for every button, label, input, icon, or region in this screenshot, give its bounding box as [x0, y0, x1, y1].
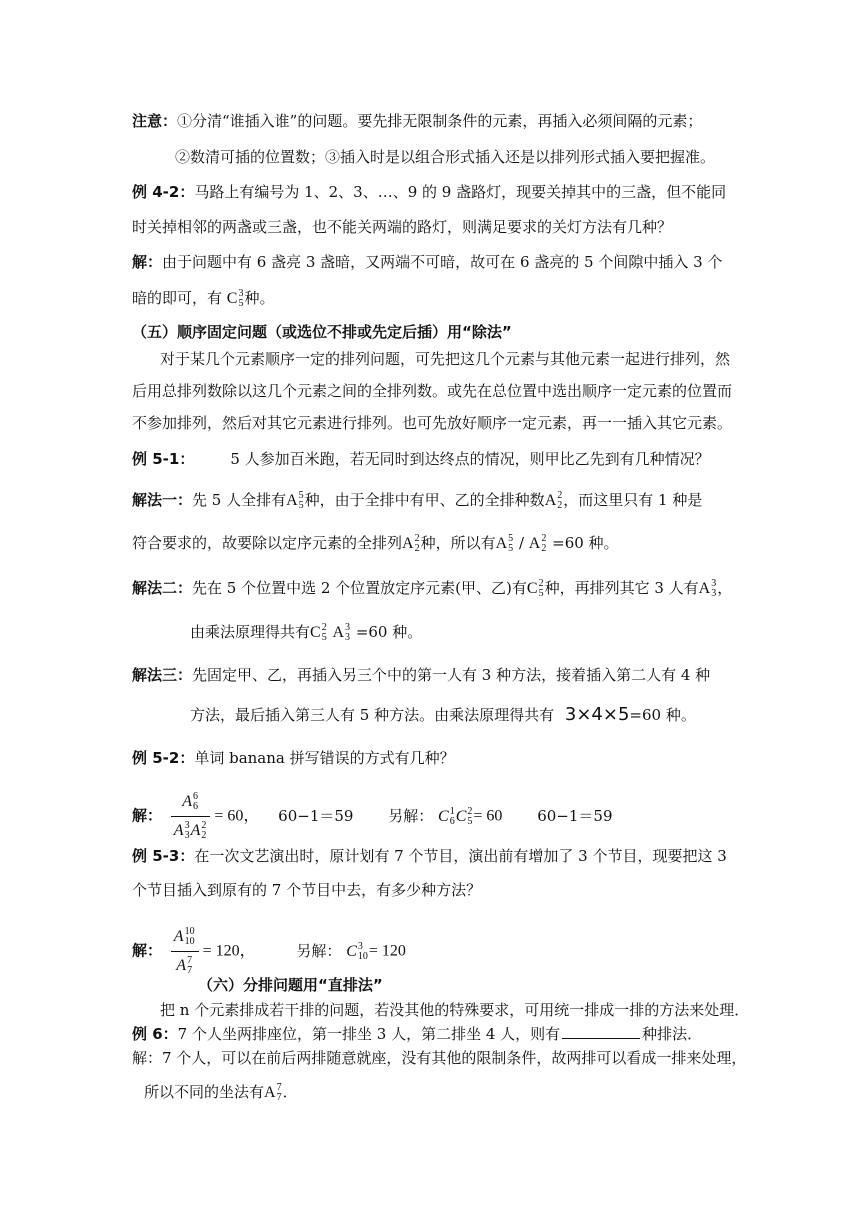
- solution-4-2-line-2: [132, 288, 274, 309]
- method-3-label: 解法三：: [132, 666, 193, 684]
- example-4-2-label: 例 4-2：: [132, 183, 195, 201]
- method-3-text-1: 先固定甲、乙，再插入另三个中的第一人有 3 种方法，接着插入第二人有 4 种: [192, 666, 711, 684]
- solution-6-end: ．: [282, 1083, 298, 1101]
- permutation-a-5-5: A 5 5: [286, 490, 304, 512]
- method-1-text-3: ，而这里只有 1 种是: [563, 491, 703, 509]
- section-6-para: 把 n 个元素排成若干排的问题，若没其他的特殊要求，可用统一排成一排的方法来处理．: [160, 1001, 750, 1019]
- fraction-banana: A 6 6 A 3 3 A 2 2: [171, 790, 211, 843]
- example-5-1-label: 例 5-1：: [132, 450, 195, 468]
- example-4-2-text-1: 马路上有编号为 1、2、3、…、9 的 9 盏路灯，现要关掉其中的三盏，但不能同: [194, 183, 727, 201]
- calc-59-alt: 60−1＝59: [537, 806, 613, 825]
- example-4-2-line-1: [132, 182, 726, 202]
- equals-60: = 60，: [214, 807, 260, 825]
- permutation-a-3-3: A 3 3: [698, 578, 717, 600]
- example-6-line: [132, 1024, 702, 1044]
- method-1-text-2: 种，由于全排中有甲、乙的全排种数: [304, 491, 545, 509]
- combination-c-10-3: C 3 10: [346, 940, 368, 962]
- method-2-text-4: 由乘法原理得共有: [190, 623, 311, 641]
- permutation-a-7-7: A 7 7: [264, 1082, 282, 1104]
- solution-5-2-label: 解：: [132, 806, 163, 825]
- example-5-1-line: [132, 449, 710, 469]
- equals-120-alt: = 120: [368, 942, 406, 960]
- section-5-para-2: 后用总排列数除以这几个元素之间的全排列数。或先在总位置中选出顺序一定元素的位置而: [132, 382, 733, 400]
- method-1-line-1: [132, 490, 702, 511]
- solution-6-text-2: 所以不同的坐法有: [144, 1083, 265, 1101]
- solution-5-3-label: 解：: [132, 941, 163, 960]
- example-5-3-text-1: 在一次文艺演出时，原计划有 7 个节目，演出前有增加了 3 个节目，现要把这 3: [194, 847, 727, 865]
- solution-5-2-line: [132, 790, 613, 843]
- section-6-heading: （六）分排问题用“直排法”: [198, 976, 383, 994]
- solution-4-2-line-1: [132, 252, 722, 272]
- note-line-1: [132, 111, 702, 131]
- method-2-text-5: =60 种。: [355, 623, 423, 641]
- note-line-2: [175, 147, 715, 167]
- method-1-text-5: 种，所以有: [420, 534, 496, 552]
- alt-solution-label: 另解：: [388, 806, 434, 825]
- section-5-heading: （五）顺序固定问题（或选位不排或先定后插）用“除法”: [132, 323, 512, 341]
- permutation-a-2-2: A 2 2: [402, 533, 420, 555]
- fraction-insert: A 10 10 A 7 7: [171, 925, 199, 978]
- example-5-3-line-1: [132, 846, 727, 866]
- method-2-label: 解法二：: [132, 579, 193, 597]
- alt-solution-label: 另解：: [296, 941, 342, 960]
- permutation-a-3-3: A 3 3: [332, 622, 351, 644]
- example-5-2-label: 例 5-2：: [132, 749, 195, 767]
- solution-6-line-1: 解：7 个人，可以在前后两排随意就座，没有其他的限制条件，故两排可以看成一排来处理，: [132, 1049, 747, 1067]
- solution-4-2-text-2a: 暗的即可，有: [132, 289, 223, 307]
- method-3-line-2: [190, 705, 696, 725]
- method-3-text-3: =60 种。: [629, 706, 696, 724]
- permutation-a-2-2: A 2 2: [544, 490, 563, 512]
- solution-4-2-label: 解：: [132, 253, 163, 271]
- equals-120: = 120，: [202, 942, 256, 960]
- method-1-text-7: =60 种。: [552, 534, 619, 552]
- combination-c-5-2: C 2 5: [526, 578, 544, 600]
- solution-5-3-line: [132, 925, 406, 978]
- method-3-text-2: 方法，最后插入第三人有 5 种方法。由乘法原理得共有: [190, 706, 555, 724]
- method-1-text-1: 先 5 人全排有: [192, 491, 287, 509]
- method-3-line-1: [132, 665, 710, 685]
- combination-product: C 1 6 C 2 5: [438, 805, 473, 827]
- method-2-text-3: ，: [717, 579, 733, 597]
- example-5-2-text: 单词 banana 拼写错误的方式有几种？: [194, 749, 455, 767]
- example-5-2-line: [132, 748, 455, 768]
- combination-c-5-2: C 2 5: [310, 622, 327, 644]
- method-1-label: 解法一：: [132, 491, 193, 509]
- example-4-2-line-2: [132, 217, 672, 237]
- section-5-para-1: 对于某几个元素顺序一定的排列问题，可先把这几个元素与其他元素一起进行排列，然: [160, 350, 731, 368]
- permutation-a-2-2: A 2 2: [528, 533, 547, 555]
- example-6-label: 例 6：: [132, 1025, 178, 1043]
- example-5-3-label: 例 5-3：: [132, 847, 195, 865]
- section-5-para-3: 不参加排列，然后对其它元素进行排列。也可先放好顺序一定元素，再一一插入其它元素。: [132, 414, 733, 432]
- method-2-line-2: [190, 622, 422, 643]
- answer-blank: [562, 1024, 640, 1039]
- equals-60-alt: = 60: [473, 807, 503, 825]
- example-5-3-text-2: 个节目插入到原有的 7 个节目中去，有多少种方法？: [132, 881, 482, 899]
- note-text-2: ②数清可插的位置数；③插入时是以组合形式插入还是以排列形式插入要把握准。: [175, 148, 716, 166]
- example-6-text-1: 7 个人坐两排座位，第一排坐 3 人，第二排坐 4 人，则有: [177, 1025, 561, 1043]
- solution-4-2-text-1: 由于问题中有 6 盏亮 3 盏暗，又两端不可暗，故可在 6 盏亮的 5 个间隙中插入 3 个: [162, 253, 723, 271]
- example-4-2-text-2: 时关掉相邻的两盏或三盏，也不能关两端的路灯，则满足要求的关灯方法有几种？: [132, 218, 673, 236]
- method-1-text-4: 符合要求的，故要除以定序元素的全排列: [132, 534, 403, 552]
- calc-59: 60−1＝59: [278, 806, 354, 825]
- note-label: 注意：: [132, 112, 178, 130]
- example-5-1-text: 5 人参加百米跑，若无同时到达终点的情况，则甲比乙先到有几种情况？: [230, 450, 710, 468]
- method-2-text-2: 种，再排列其它 3 人有: [544, 579, 699, 597]
- permutation-a-5-5: A 5 5: [495, 533, 514, 555]
- division-slash: /: [518, 534, 524, 552]
- example-5-3-line-2: [132, 880, 481, 900]
- note-text-1: ①分清“谁插入谁”的问题。要先排无限制条件的元素，再插入必须间隔的元素；: [177, 112, 703, 130]
- solution-6-line-2: [144, 1082, 298, 1103]
- method-1-line-2: [132, 533, 619, 554]
- method-2-line-1: [132, 578, 732, 599]
- method-2-text-1: 先在 5 个位置中选 2 个位置放定序元素(甲、乙)有: [192, 579, 527, 597]
- solution-4-2-text-2b: 种。: [244, 289, 275, 307]
- combination-c-5-3: C 3 5: [226, 288, 244, 310]
- example-6-text-2: 种排法．: [642, 1025, 703, 1043]
- product-expression: 3×4×5: [564, 704, 630, 725]
